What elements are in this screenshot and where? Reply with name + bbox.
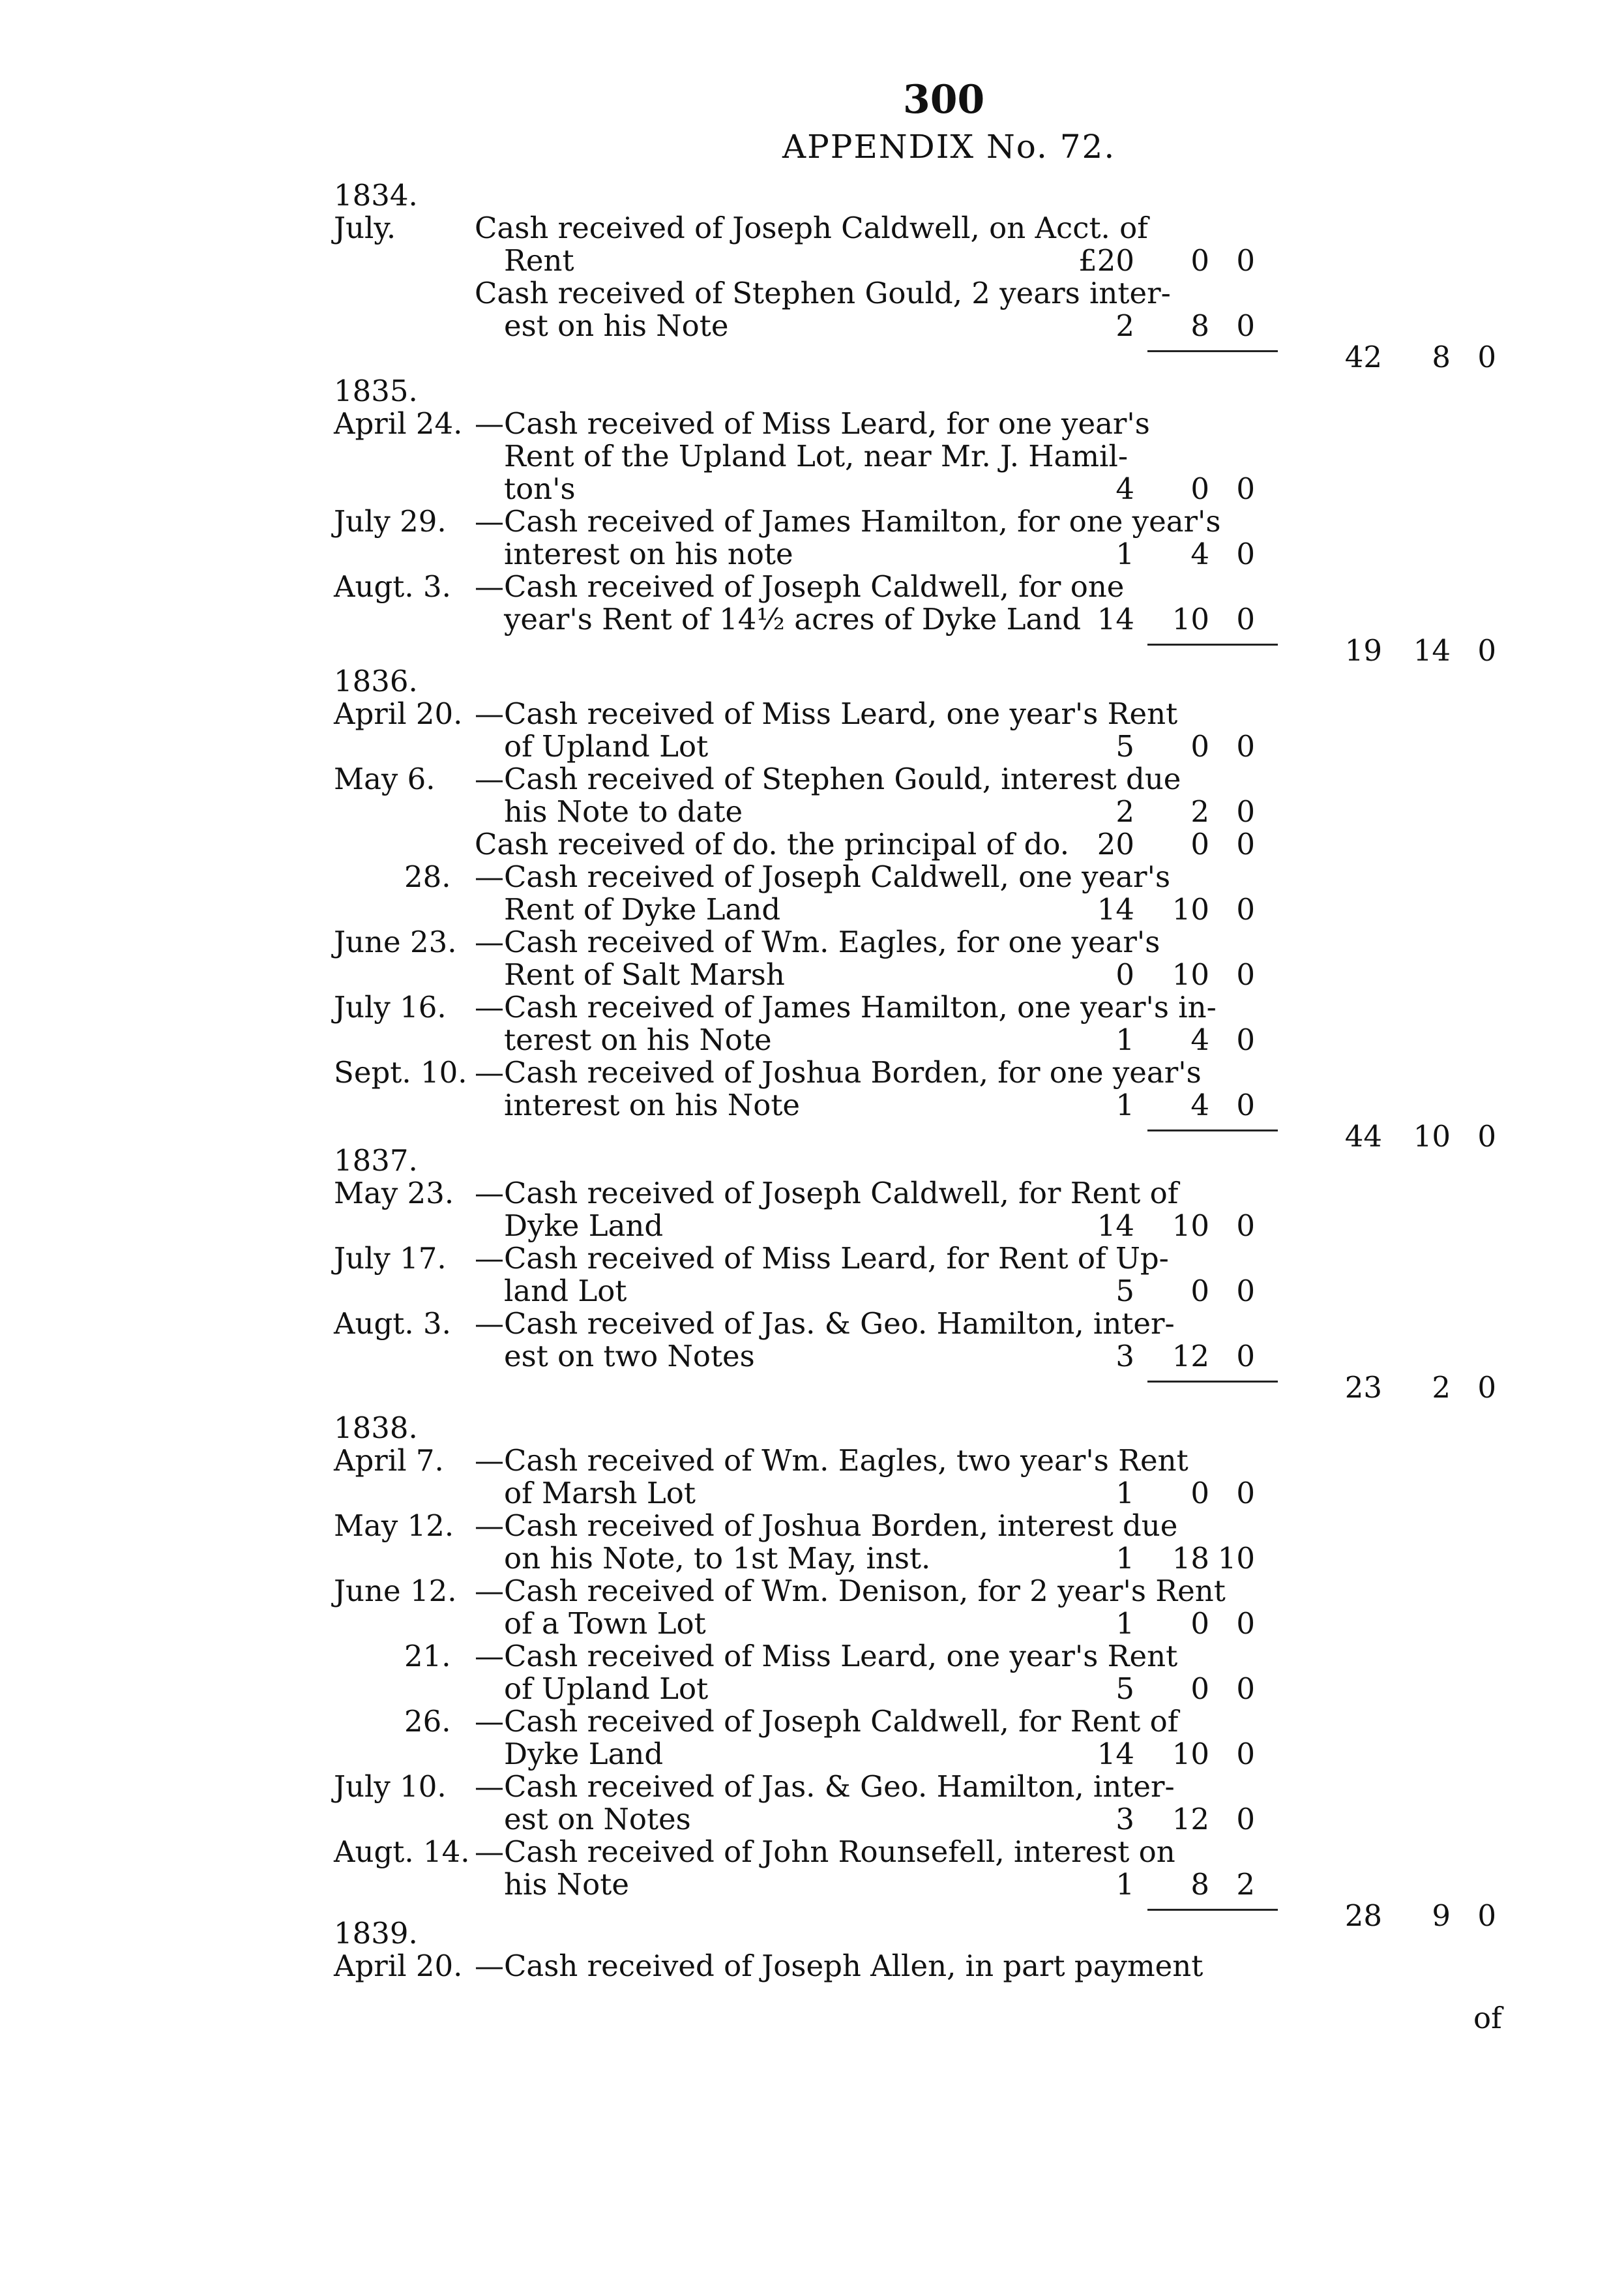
entry-amount-pounds: 1 [1115, 1541, 1134, 1576]
entry-text-line: terest on his Note [504, 1023, 772, 1057]
section-total-pounds: 19 [1344, 633, 1382, 668]
year-heading: 1835. [334, 374, 418, 408]
entry-amount-pounds: 2 [1115, 308, 1134, 343]
entry-date: April 20. [334, 696, 463, 731]
entry-amount-shillings: 4 [1190, 1088, 1209, 1122]
entry-amount-pounds: 14 [1097, 1737, 1134, 1771]
page-number: 300 [903, 77, 985, 123]
entry-amount-pence: 0 [1236, 471, 1255, 506]
entry-text-line: est on Notes [504, 1802, 691, 1836]
entry-text-line: Rent of Salt Marsh [504, 957, 785, 992]
entry-text-line: of a Town Lot [504, 1606, 706, 1641]
entry-text-line: Cash received of Joseph Caldwell, on Acct. of [475, 211, 1148, 245]
entry-amount-pounds: 2 [1115, 794, 1134, 829]
entry-amount-pence: 0 [1236, 602, 1255, 636]
entry-amount-pounds: 1 [1115, 537, 1134, 571]
entry-amount-shillings: 10 [1172, 602, 1209, 636]
entry-amount-pounds: 1 [1115, 1088, 1134, 1122]
subtotal-rule [1147, 350, 1278, 352]
entry-amount-shillings: 12 [1172, 1802, 1209, 1836]
entry-text-line: —Cash received of Miss Leard, for one year's [475, 406, 1150, 441]
entry-text-line: —Cash received of Wm. Eagles, for one year's [475, 925, 1160, 959]
section-total-shillings: 8 [1432, 340, 1451, 374]
entry-text-line: —Cash received of Joshua Borden, for one year's [475, 1055, 1202, 1090]
entry-text-line: —Cash received of Wm. Denison, for 2 year's Rent [475, 1574, 1226, 1608]
entry-text-line: on his Note, to 1st May, inst. [504, 1541, 931, 1576]
year-heading: 1836. [334, 664, 418, 698]
entry-date: 26. [404, 1704, 451, 1739]
entry-text-line: of Upland Lot [504, 1671, 709, 1706]
entry-amount-pounds: 5 [1115, 1671, 1134, 1706]
entry-amount-pounds: 4 [1115, 471, 1134, 506]
section-total-pence: 0 [1477, 340, 1496, 374]
entry-amount-shillings: 18 [1172, 1541, 1209, 1576]
section-total-shillings: 10 [1413, 1119, 1451, 1154]
entry-amount-pence: 0 [1236, 957, 1255, 992]
entry-amount-pence: 0 [1236, 1476, 1255, 1510]
subtotal-rule [1147, 644, 1278, 646]
entry-text-line: —Cash received of James Hamilton, for one year's [475, 504, 1221, 539]
entry-amount-shillings: 10 [1172, 1737, 1209, 1771]
entry-text-line: his Note to date [504, 794, 743, 829]
entry-text-line: Rent of Dyke Land [504, 892, 781, 927]
entry-date: July. [334, 211, 396, 245]
entry-amount-pence: 0 [1236, 1023, 1255, 1057]
section-total-shillings: 14 [1413, 633, 1451, 668]
entry-text-line: —Cash received of Miss Leard, one year's Rent [475, 1639, 1178, 1673]
entry-amount-shillings: 8 [1190, 308, 1209, 343]
entry-text-line: —Cash received of James Hamilton, one year's in- [475, 990, 1217, 1025]
entry-amount-pounds: 3 [1115, 1339, 1134, 1373]
entry-date: May 12. [334, 1508, 454, 1543]
entry-text-line: —Cash received of Stephen Gould, interest due [475, 762, 1181, 796]
entry-text-line: year's Rent of 14½ acres of Dyke Land [504, 602, 1082, 636]
entry-text-line: —Cash received of Joshua Borden, interest due [475, 1508, 1178, 1543]
entry-text-line: —Cash received of Joseph Allen, in part payment [475, 1949, 1203, 1983]
entry-amount-pounds: 1 [1115, 1606, 1134, 1641]
entry-text-line: —Cash received of John Rounsefell, interest on [475, 1834, 1175, 1869]
entry-text-line: —Cash received of Joseph Caldwell, for Rent of [475, 1704, 1179, 1739]
entry-text-line: —Cash received of Joseph Caldwell, one year's [475, 860, 1171, 894]
entry-date: July 10. [334, 1769, 447, 1804]
entry-text-line: Dyke Land [504, 1208, 664, 1243]
entry-date: Augt. 14. [334, 1834, 470, 1869]
entry-amount-shillings: 0 [1190, 1671, 1209, 1706]
entry-amount-pounds: 1 [1115, 1867, 1134, 1902]
entry-amount-shillings: 8 [1190, 1867, 1209, 1902]
entry-amount-pence: 0 [1236, 1606, 1255, 1641]
entry-amount-shillings: 0 [1190, 729, 1209, 764]
entry-text-line: interest on his note [504, 537, 793, 571]
entry-date: June 23. [334, 925, 457, 959]
entry-amount-pence: 2 [1236, 1867, 1255, 1902]
entry-date: April 7. [334, 1443, 444, 1478]
entry-text-line: —Cash received of Joseph Caldwell, for Rent of [475, 1176, 1179, 1210]
entry-date: May 23. [334, 1176, 454, 1210]
entry-amount-pence: 0 [1236, 1088, 1255, 1122]
entry-amount-pounds: 1 [1115, 1023, 1134, 1057]
section-total-pence: 0 [1477, 1119, 1496, 1154]
entry-date: June 12. [334, 1574, 457, 1608]
year-heading: 1838. [334, 1411, 418, 1445]
entry-text-line: land Lot [504, 1274, 627, 1308]
entry-amount-pounds: £20 [1078, 243, 1134, 278]
entry-amount-pounds: 14 [1097, 892, 1134, 927]
entry-amount-pence: 0 [1236, 308, 1255, 343]
entry-amount-pounds: 20 [1097, 827, 1134, 861]
entry-date: 21. [404, 1639, 451, 1673]
entry-amount-pence: 0 [1236, 1802, 1255, 1836]
entry-amount-pence: 0 [1236, 537, 1255, 571]
year-heading: 1839. [334, 1916, 418, 1951]
entry-text-line: —Cash received of Miss Leard, for Rent of Up- [475, 1241, 1169, 1276]
entry-amount-pounds: 5 [1115, 1274, 1134, 1308]
entry-text-line: Cash received of Stephen Gould, 2 years inter- [475, 276, 1171, 310]
entry-amount-pence: 0 [1236, 1274, 1255, 1308]
entry-amount-pence: 0 [1236, 1737, 1255, 1771]
appendix-heading: APPENDIX No. 72. [782, 128, 1116, 166]
entry-text-line: Rent of the Upland Lot, near Mr. J. Hamil- [504, 439, 1129, 473]
entry-amount-shillings: 0 [1190, 1274, 1209, 1308]
entry-amount-pounds: 1 [1115, 1476, 1134, 1510]
catchword: of [1473, 2001, 1502, 2035]
entry-amount-pence: 0 [1236, 794, 1255, 829]
entry-text-line: —Cash received of Joseph Caldwell, for one [475, 569, 1125, 604]
entry-date: Sept. 10. [334, 1055, 467, 1090]
entry-amount-shillings: 0 [1190, 1476, 1209, 1510]
section-total-pence: 0 [1477, 633, 1496, 668]
entry-amount-pounds: 14 [1097, 1208, 1134, 1243]
entry-date: July 29. [334, 504, 447, 539]
entry-text-line: Dyke Land [504, 1737, 664, 1771]
entry-amount-pence: 0 [1236, 1339, 1255, 1373]
entry-amount-shillings: 0 [1190, 243, 1209, 278]
entry-amount-pounds: 5 [1115, 729, 1134, 764]
entry-amount-pence: 10 [1217, 1541, 1255, 1576]
entry-amount-pence: 0 [1236, 1208, 1255, 1243]
section-total-pence: 0 [1477, 1898, 1496, 1933]
entry-date: July 16. [334, 990, 447, 1025]
year-heading: 1837. [334, 1143, 418, 1178]
entry-text-line: ton's [504, 471, 576, 506]
section-total-shillings: 2 [1432, 1370, 1451, 1405]
section-total-pounds: 28 [1344, 1898, 1382, 1933]
entry-amount-shillings: 10 [1172, 1208, 1209, 1243]
entry-amount-shillings: 12 [1172, 1339, 1209, 1373]
entry-amount-pounds: 14 [1097, 602, 1134, 636]
entry-text-line: Cash received of do. the principal of do. [475, 827, 1070, 861]
entry-amount-shillings: 4 [1190, 537, 1209, 571]
entry-amount-shillings: 0 [1190, 471, 1209, 506]
entry-amount-shillings: 4 [1190, 1023, 1209, 1057]
subtotal-rule [1147, 1909, 1278, 1911]
entry-amount-pounds: 3 [1115, 1802, 1134, 1836]
entry-amount-pence: 0 [1236, 827, 1255, 861]
subtotal-rule [1147, 1130, 1278, 1131]
entry-text-line: his Note [504, 1867, 629, 1902]
entry-amount-shillings: 10 [1172, 957, 1209, 992]
entry-amount-pence: 0 [1236, 1671, 1255, 1706]
entry-amount-pounds: 0 [1115, 957, 1134, 992]
entry-text-line: est on his Note [504, 308, 729, 343]
entry-amount-shillings: 0 [1190, 1606, 1209, 1641]
entry-text-line: of Marsh Lot [504, 1476, 696, 1510]
section-total-pence: 0 [1477, 1370, 1496, 1405]
entry-text-line: —Cash received of Jas. & Geo. Hamilton, inter- [475, 1306, 1175, 1341]
entry-amount-shillings: 10 [1172, 892, 1209, 927]
entry-text-line: Rent [504, 243, 574, 278]
entry-amount-shillings: 2 [1190, 794, 1209, 829]
subtotal-rule [1147, 1381, 1278, 1383]
section-total-pounds: 23 [1344, 1370, 1382, 1405]
entry-amount-pence: 0 [1236, 729, 1255, 764]
entry-text-line: —Cash received of Jas. & Geo. Hamilton, inter- [475, 1769, 1175, 1804]
section-total-pounds: 42 [1344, 340, 1382, 374]
entry-date: May 6. [334, 762, 436, 796]
entry-text-line: interest on his Note [504, 1088, 801, 1122]
entry-date: April 20. [334, 1949, 463, 1983]
entry-date: 28. [404, 860, 451, 894]
section-total-pounds: 44 [1344, 1119, 1382, 1154]
entry-date: April 24. [334, 406, 463, 441]
entry-text-line: of Upland Lot [504, 729, 709, 764]
entry-date: Augt. 3. [334, 1306, 451, 1341]
entry-date: July 17. [334, 1241, 447, 1276]
entry-amount-shillings: 0 [1190, 827, 1209, 861]
entry-text-line: —Cash received of Wm. Eagles, two year's Rent [475, 1443, 1188, 1478]
entry-text-line: —Cash received of Miss Leard, one year's Rent [475, 696, 1178, 731]
entry-amount-pence: 0 [1236, 243, 1255, 278]
section-total-shillings: 9 [1432, 1898, 1451, 1933]
year-heading: 1834. [334, 178, 418, 213]
entry-amount-pence: 0 [1236, 892, 1255, 927]
entry-text-line: est on two Notes [504, 1339, 755, 1373]
entry-date: Augt. 3. [334, 569, 451, 604]
